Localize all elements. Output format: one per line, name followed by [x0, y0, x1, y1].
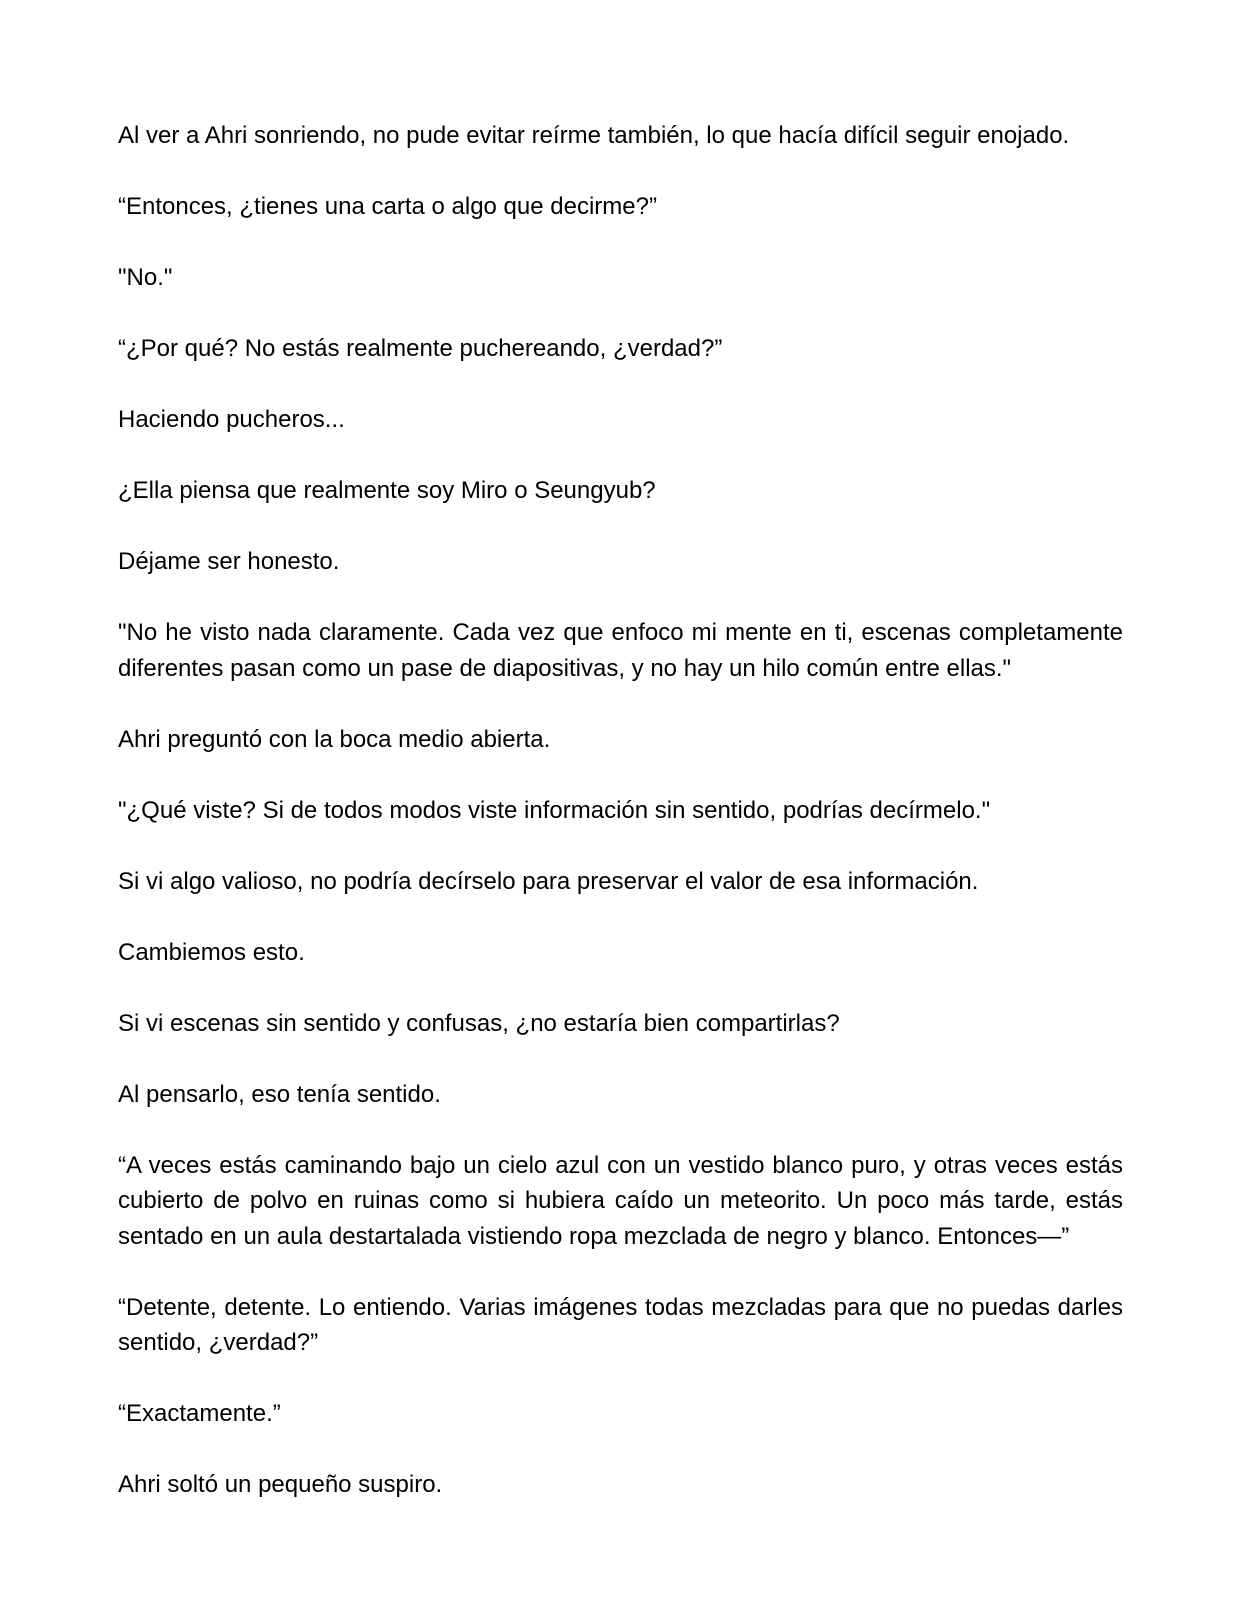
paragraph: “Detente, detente. Lo entiendo. Varias imágenes todas mezcladas para que no puedas darles sentido, ¿verdad?”: [118, 1293, 1123, 1356]
paragraph: "No.": [118, 264, 173, 291]
paragraph: Haciendo pucheros...: [118, 406, 345, 433]
paragraph: Si vi escenas sin sentido y confusas, ¿no estaría bien compartirlas?: [118, 1009, 840, 1037]
paragraph: "¿Qué viste? Si de todos modos viste información sin sentido, podrías decírmelo.": [118, 796, 991, 824]
paragraph: Ahri preguntó con la boca medio abierta.: [118, 725, 551, 753]
paragraph: "No he visto nada claramente. Cada vez que enfoco mi mente en ti, escenas completamente diferentes pasan como un pase de diapositivas, y no hay un hilo común entre ellas.": [118, 619, 1123, 682]
paragraph: Al pensarlo, eso tenía sentido.: [118, 1080, 441, 1108]
paragraph: “A veces estás caminando bajo un cielo azul con un vestido blanco puro, y otras veces estás cubierto de polvo en ruinas como si hubiera caído un meteorito. Un poco más tarde, estás sentado en un aula destartalada vistiendo ropa mezclada de negro y blanco. Entonces—”: [118, 1151, 1123, 1250]
paragraph: Ahri soltó un pequeño suspiro.: [118, 1471, 443, 1498]
paragraph: Si vi algo valioso, no podría decírselo para preservar el valor de esa información.: [118, 867, 979, 895]
paragraph: “Exactamente.”: [118, 1400, 281, 1427]
paragraph: Al ver a Ahri sonriendo, no pude evitar reírme también, lo que hacía difícil seguir enojado.: [118, 122, 1070, 149]
paragraph: “Entonces, ¿tienes una carta o algo que decirme?”: [118, 193, 657, 220]
paragraph: Déjame ser honesto.: [118, 548, 340, 575]
document-page: [118, 118, 1123, 1608]
paragraph: “¿Por qué? No estás realmente puchereando, ¿verdad?”: [118, 335, 723, 362]
paragraph: ¿Ella piensa que realmente soy Miro o Seungyub?: [118, 477, 656, 504]
paragraph: Cambiemos esto.: [118, 938, 305, 966]
